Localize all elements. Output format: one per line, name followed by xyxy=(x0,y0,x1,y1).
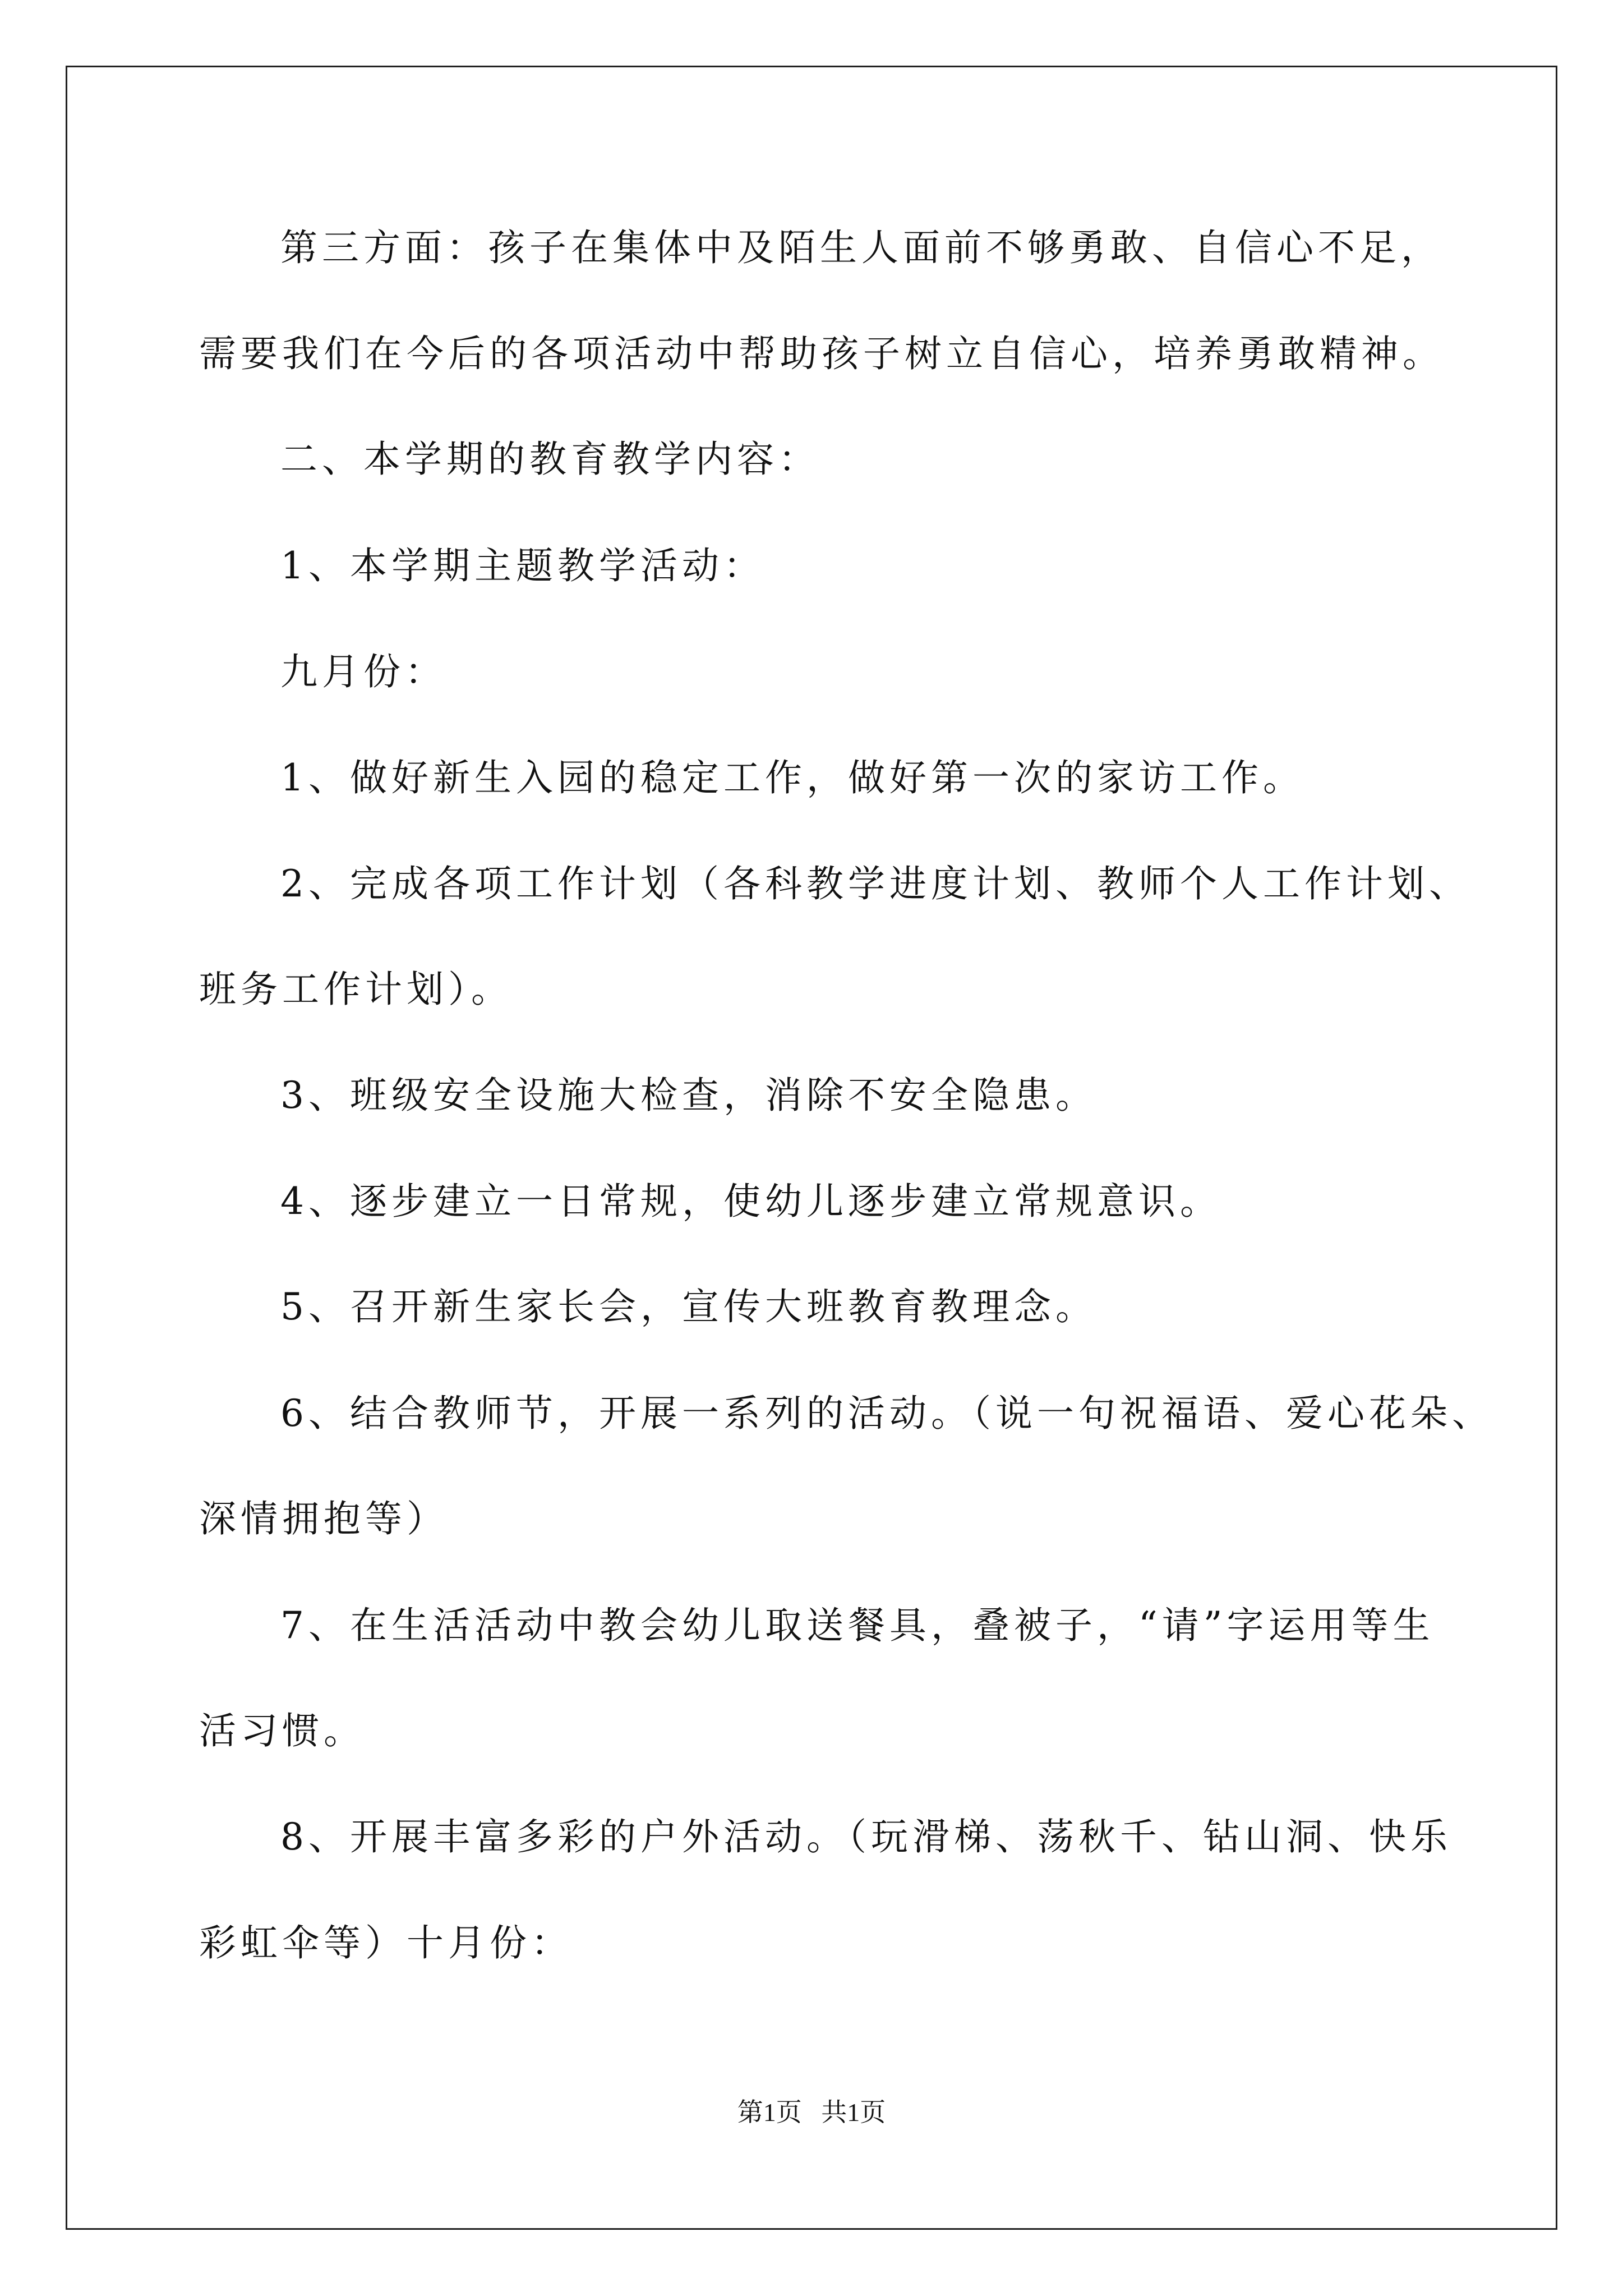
text-line: 彩虹伞等）十月份： xyxy=(199,1921,573,1964)
text-line: 九月份： xyxy=(280,650,446,693)
page-border xyxy=(66,66,1557,2230)
text-line: 6、结合教师节，开展一系列的活动。（说一句祝福语、爱心花朵、 xyxy=(280,1392,1493,1435)
text-line: 班务工作计划）。 xyxy=(199,968,513,1011)
page-number-footer: 第1页 共1页 xyxy=(737,2098,886,2127)
text-line: 4、逐步建立一日常规，使幼儿逐步建立常规意识。 xyxy=(280,1180,1221,1223)
text-line: 1、做好新生入园的稳定工作，做好第一次的家访工作。 xyxy=(280,756,1304,799)
text-line: 深情拥抱等） xyxy=(199,1497,448,1540)
text-line: 5、召开新生家长会，宣传大班教育教理念。 xyxy=(280,1285,1097,1328)
text-line: 7、在生活活动中教会幼儿取送餐具，叠被子，“请”字运用等生 xyxy=(280,1604,1435,1647)
text-line: 1、本学期主题教学活动： xyxy=(280,544,765,587)
text-line: 2、完成各项工作计划（各科教学进度计划、教师个人工作计划、 xyxy=(280,862,1470,905)
text-line: 活习惯。 xyxy=(199,1709,365,1752)
text-line: 二、本学期的教育教学内容： xyxy=(280,438,820,481)
text-line: 3、班级安全设施大检查，消除不安全隐患。 xyxy=(280,1074,1097,1117)
text-line: 需要我们在今后的各项活动中帮助孩子树立自信心，培养勇敢精神。 xyxy=(199,332,1444,375)
text-line: 第三方面：孩子在集体中及陌生人面前不够勇敢、自信心不足， xyxy=(280,226,1442,269)
text-line: 8、开展丰富多彩的户外活动。（玩滑梯、荡秋千、钻山洞、快乐 xyxy=(280,1815,1452,1858)
